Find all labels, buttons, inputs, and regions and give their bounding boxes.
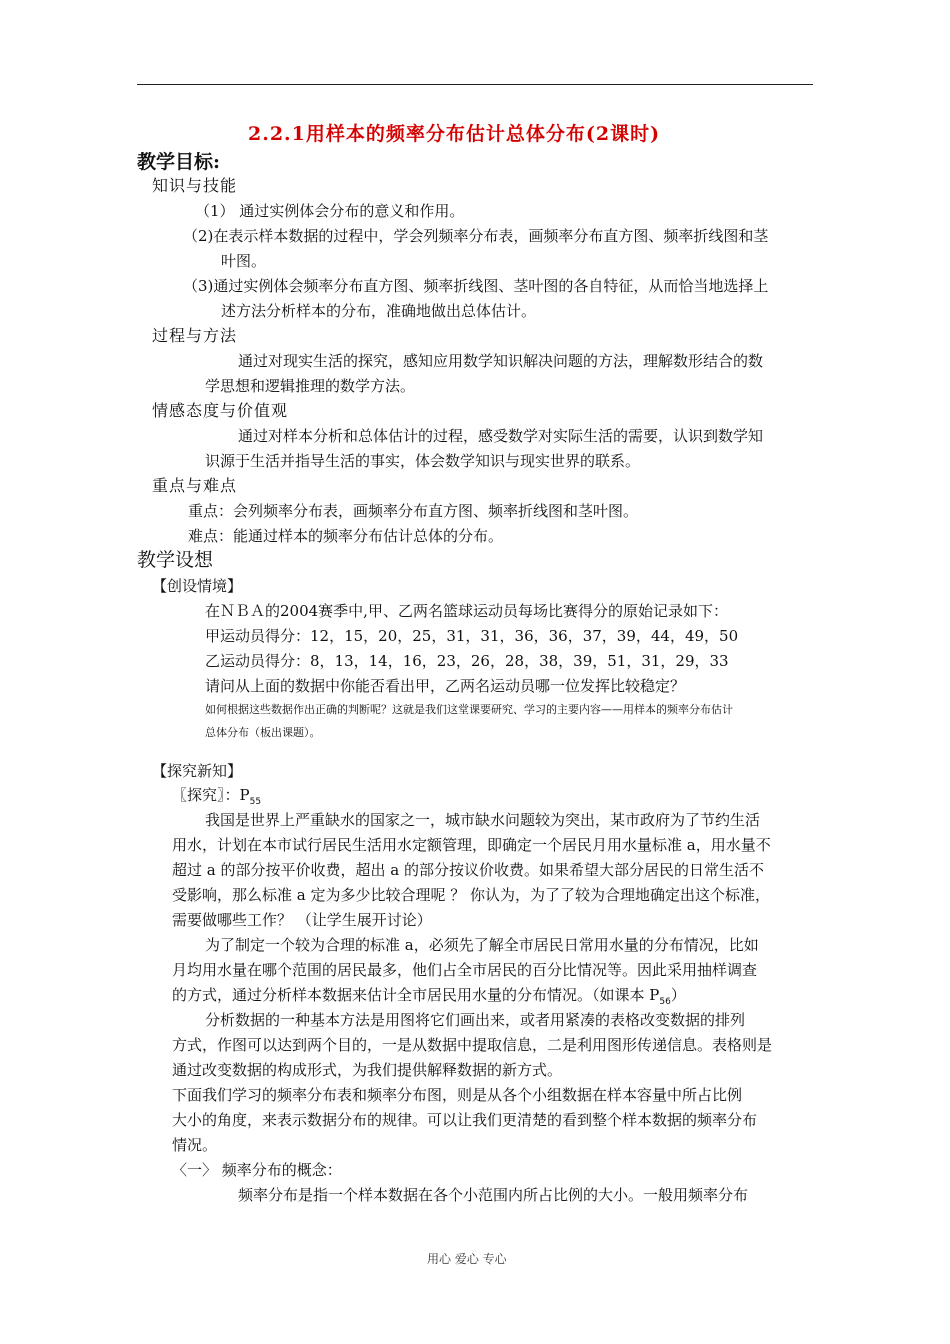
knowledge-item-3-cont: 述方法分析样本的分布，准确地做出总体估计。 — [221, 302, 537, 320]
concept-subheading: 〈一〉 频率分布的概念： — [172, 1161, 342, 1179]
para1-line-4: 受影响，那么标准 a 定为多少比较合理呢 ？ 你认为，为了了较为合理地确定出这个标准， — [172, 886, 771, 904]
para4-line-2: 大小的角度，来表示数据分布的规律。可以让我们更清楚的看到整个样本数据的频率分布 — [172, 1111, 758, 1129]
para1-line-5: 需要做哪些工作？ （让学生展开讨论） — [172, 911, 432, 929]
para1-line-2: 用水，计划在本市试行居民生活用水定额管理，即确定一个居民月用水量标准 a，用水量不 — [172, 836, 771, 854]
emotion-line-2: 识源于生活并指导生活的事实，体会数学知识与现实世界的联系。 — [205, 452, 641, 470]
para3-line-2: 方式，作图可以达到两个目的，一是从数据中提取信息，二是利用图形传递信息。表格则是 — [172, 1036, 773, 1054]
scenario-heading: 【创设情境】 — [152, 577, 243, 595]
para2-line-1: 为了制定一个较为合理的标准 a，必须先了解全市居民日常用水量的分布情况，比如 — [205, 936, 759, 954]
explore-heading: 【探究新知】 — [152, 762, 243, 780]
para3-line-3: 通过改变数据的构成形式，为我们提供解释数据的新方式。 — [172, 1061, 563, 1079]
process-line-2: 学思想和逻辑推理的数学方法。 — [205, 377, 416, 395]
knowledge-item-1: （1） 通过实例体会分布的意义和作用。 — [195, 202, 465, 220]
key-heading: 重点与难点 — [152, 476, 238, 495]
para1-line-3: 超过 a 的部分按平价收费，超出 a 的部分按议价收费。如果希望大部分居民的日常生活不 — [172, 861, 764, 879]
para2-line-3: 的方式，通过分析样本数据来估计全市居民用水量的分布情况。（如课本 $P_{56}$） — [172, 986, 686, 1007]
para3-line-1: 分析数据的一种基本方法是用图将它们画出来，或者用紧凑的表格改变数据的排列 — [205, 1011, 746, 1029]
objectives-heading: 教学目标: — [137, 151, 221, 173]
emotion-line-1: 通过对样本分析和总体估计的过程，感受数学对实际生活的需要，认识到数学知 — [238, 427, 764, 445]
scenario-line-3: 乙运动员得分：8，13，14，16，23，26，28，38，39，51，31，29，33 — [205, 652, 729, 670]
page-footer: 用心 爱心 专心 — [427, 1252, 507, 1266]
para4-line-3: 情况。 — [172, 1136, 218, 1154]
para2-line-2: 月均用水量在哪个范围的居民最多，他们占全市居民的百分比情况等。因此采用抽样调查 — [172, 961, 758, 979]
scenario-line-2: 甲运动员得分：12，15，20，25，31，31，36，36，37，39，44，49，50 — [205, 627, 739, 645]
para4-line-1: 下面我们学习的频率分布表和频率分布图，则是从各个小组数据在样本容量中所占比例 — [172, 1086, 743, 1104]
explore-label: 〖探究〗：$P_{55}$ — [172, 786, 262, 807]
scenario-line-1: 在ＮＢＡ的2004赛季中,甲、乙两名篮球运动员每场比赛得分的原始记录如下： — [205, 602, 728, 620]
process-line-1: 通过对现实生活的探究，感知应用数学知识解决问题的方法，理解数形结合的数 — [238, 352, 764, 370]
para1-line-1: 我国是世界上严重缺水的国家之一，城市缺水问题较为突出，某市政府为了节约生活 — [205, 811, 761, 829]
scenario-note-1: 如何根据这些数据作出正确的判断呢？这就是我们这堂课要研究、学习的主要内容——用样本的频率分布估计 — [205, 703, 733, 716]
emotion-heading: 情感态度与价值观 — [152, 401, 289, 420]
para5-line-1: 频率分布是指一个样本数据在各个小范围内所占比例的大小。一般用频率分布 — [238, 1186, 749, 1204]
knowledge-item-2: （2)在表示样本数据的过程中，学会列频率分布表，画频率分布直方图、频率折线图和茎 — [183, 227, 769, 245]
knowledge-heading: 知识与技能 — [152, 176, 238, 195]
key-line-1: 重点：会列频率分布表，画频率分布直方图、频率折线图和茎叶图。 — [188, 502, 639, 520]
process-heading: 过程与方法 — [152, 326, 238, 345]
page-title: 2.2.1用样本的频率分布估计总体分布(2课时) — [248, 123, 661, 145]
knowledge-item-2-cont: 叶图。 — [221, 252, 267, 270]
scenario-note-2: 总体分布（板出课题）。 — [205, 726, 321, 739]
knowledge-item-3: （3)通过实例体会频率分布直方图、频率折线图、茎叶图的各自特征，从而恰当地选择上 — [183, 277, 769, 295]
header-rule — [137, 84, 813, 85]
design-heading: 教学设想 — [137, 549, 214, 571]
scenario-line-4: 请问从上面的数据中你能否看出甲，乙两名运动员哪一位发挥比较稳定？ — [205, 677, 686, 695]
key-line-2: 难点：能通过样本的频率分布估计总体的分布。 — [188, 527, 504, 545]
